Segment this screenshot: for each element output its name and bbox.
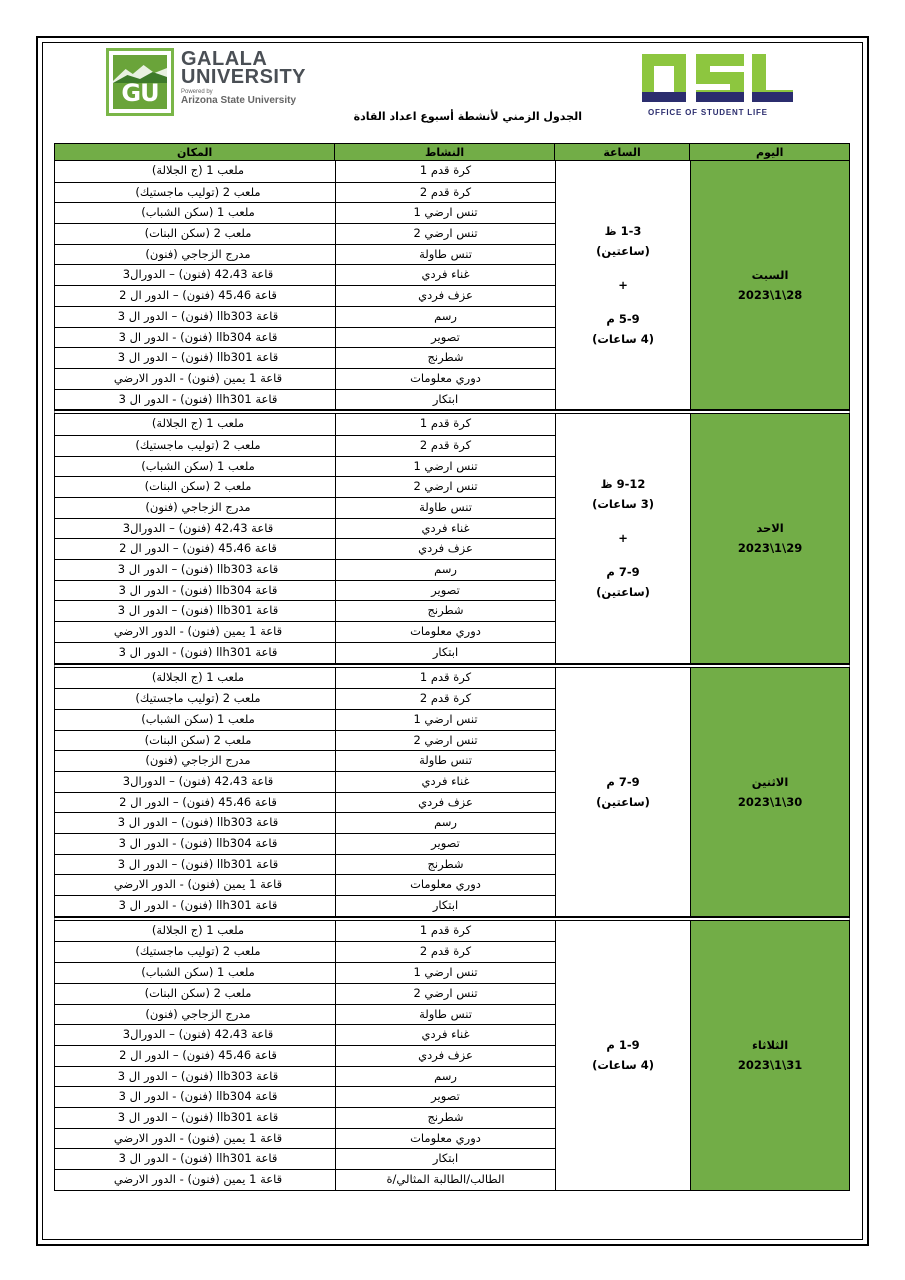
table-row [55,161,555,182]
activity-cell: تنس طاولة [335,751,555,771]
time-line: 1-9 م [606,1038,640,1053]
place-cell: ملعب 1 (سكن الشباب) [141,711,255,726]
activity-cell: كرة قدم 2 [335,183,555,203]
table-row [55,688,555,709]
table-row [55,389,555,410]
activity-cell: كرة قدم 1 [335,921,555,942]
place-cell: قاعة llb301 (فنون) – الدور ال 3 [117,350,279,365]
time-line: (ساعتين) [596,244,650,259]
place-cell: قاعة 1 يمين (فنون) - الدور الارضي [113,877,283,892]
table-row [55,435,555,456]
day-date: 2023\1\31 [737,1058,803,1073]
day-date: 2023\1\29 [737,541,803,556]
table-row [55,1107,555,1128]
activity-cell: عزف فردي [335,793,555,813]
activity-cell: عزف فردي [335,539,555,559]
place-cell: ملعب 1 (سكن الشباب) [141,205,255,220]
time-line: (4 ساعات) [592,332,654,347]
place-cell: ملعب 1 (ج الجلالة) [151,922,245,937]
day-name: الاثنين [751,774,789,789]
time-line: 5-9 م [606,312,640,327]
table-row [55,792,555,813]
place-cell: ملعب 1 (سكن الشباب) [141,458,255,473]
table-row [55,600,555,621]
day-block [54,917,850,1191]
header-activity: النشاط [334,144,553,160]
activity-cell: عزف فردي [335,1046,555,1066]
time-line: (3 ساعات) [592,497,654,512]
time-line: 1-3 ظ [604,224,642,239]
activity-cell: تنس ارضي 1 [335,203,555,223]
place-cell: قاعة 45،46 (فنون) – الدور ال 2 [119,541,277,556]
activity-cell: تنس ارضي 2 [335,731,555,751]
table-row [55,559,555,580]
table-row [55,1128,555,1149]
time-line: 7-9 م [606,774,640,789]
activity-cell: كرة قدم 2 [335,436,555,456]
activity-cell: غناء فردي [335,265,555,285]
table-row [55,983,555,1004]
galala-powered-by: Powered by [181,89,213,95]
activity-cell: ابتكار [335,896,555,916]
place-cell: قاعة llb304 (فنون) - الدور ال 3 [118,329,278,344]
table-header [54,143,850,161]
table-row [55,202,555,223]
activity-cell: تنس ارضي 1 [335,457,555,477]
table-row [55,327,555,348]
activity-cell: كرة قدم 2 [335,942,555,962]
galala-name-line2: UNIVERSITY [181,66,307,88]
activity-cell: غناء فردي [335,519,555,539]
time-line: 7-9 م [606,565,640,580]
activity-cell: شطرنج [335,601,555,621]
table-row [55,518,555,539]
place-cell: قاعة 45،46 (فنون) – الدور ال 2 [119,794,277,809]
place-cell: ملعب 1 (سكن الشباب) [141,965,255,980]
activity-cell: تنس ارضي 2 [335,224,555,244]
table-row [55,182,555,203]
table-row [55,941,555,962]
table-row [55,895,555,916]
day-name: الاحد [756,521,784,536]
activity-cell: ابتكار [335,1149,555,1169]
place-cell: مدرج الزجاجي (فنون) [145,500,251,514]
place-cell: ملعب 2 (توليب ماجستيك) [135,944,261,959]
time-line: 9-12 ظ [600,477,646,492]
activity-cell: كرة قدم 1 [335,668,555,689]
table-row [55,709,555,730]
time-cell [555,414,690,662]
day-cell [690,161,849,409]
table-row [55,1066,555,1087]
activity-cell: تصوير [335,834,555,854]
place-cell: قاعة 42،43 (فنون) – الدورال3 [122,1027,274,1042]
place-cell: قاعة 45،46 (فنون) – الدور ال 2 [119,288,277,303]
place-cell: ملعب 2 (سكن البنات) [144,985,252,1000]
place-cell: قاعة llb304 (فنون) - الدور ال 3 [118,582,278,597]
place-cell: قاعة llb303 (فنون) – الدور ال 3 [117,308,279,323]
osl-logo-icon [640,52,795,104]
place-cell: مدرج الزجاجي (فنون) [145,753,251,768]
time-cell [555,161,690,409]
time-cell [555,921,690,1190]
table-row [55,497,555,518]
activity-cell: تنس طاولة [335,245,555,265]
time-plus-sign: + [618,531,628,546]
time-line: (4 ساعات) [592,1058,654,1073]
activity-cell: غناء فردي [335,772,555,792]
place-cell: قاعة llh301 (فنون) - الدور ال 3 [118,644,278,659]
day-cell [690,414,849,662]
day-date: 2023\1\30 [737,794,803,809]
activity-rows [55,921,555,1190]
document-title: الجدول الزمني لأنشطة أسبوع اعداد القادة [353,110,582,123]
galala-logo-letters: GU [121,79,159,107]
table-row [55,962,555,983]
place-cell: قاعة llb301 (فنون) – الدور ال 3 [117,1109,279,1124]
table-row [55,730,555,751]
table-row [55,921,555,942]
schedule-table [54,143,850,1191]
activity-cell: ابتكار [335,643,555,663]
activity-cell: شطرنج [335,855,555,875]
activity-rows [55,414,555,662]
table-row [55,874,555,895]
day-cell [690,921,849,1190]
table-row [55,812,555,833]
activity-cell: رسم [335,813,555,833]
place-cell: قاعة 42،43 (فنون) – الدورال3 [122,520,274,535]
day-date: 2023\1\28 [737,288,803,303]
activity-cell: شطرنج [335,1108,555,1128]
place-cell: ملعب 2 (سكن البنات) [144,479,252,494]
table-row [55,621,555,642]
table-row [55,854,555,875]
activity-cell: رسم [335,307,555,327]
table-row [55,223,555,244]
place-cell: ملعب 1 (ج الجلالة) [151,416,245,431]
table-row [55,1045,555,1066]
table-row [55,580,555,601]
activity-rows [55,161,555,409]
time-line: (ساعتين) [596,585,650,600]
place-cell: قاعة llb303 (فنون) – الدور ال 3 [117,562,279,577]
activity-cell: دوري معلومات [335,1129,555,1149]
day-block [54,410,850,663]
activity-cell: تصوير [335,328,555,348]
place-cell: ملعب 1 (ج الجلالة) [151,163,245,177]
activity-rows [55,668,555,916]
activity-cell: غناء فردي [335,1025,555,1045]
day-block [54,664,850,917]
place-cell: قاعة llh301 (فنون) - الدور ال 3 [118,391,278,406]
day-name: السبت [751,268,789,283]
table-row [55,456,555,477]
table-row [55,668,555,689]
table-row [55,538,555,559]
place-cell: قاعة llb304 (فنون) - الدور ال 3 [118,836,278,850]
activity-cell: تنس ارضي 2 [335,984,555,1004]
place-cell: قاعة 1 يمين (فنون) - الدور الارضي [113,1172,283,1186]
activity-cell: دوري معلومات [335,622,555,642]
place-cell: ملعب 2 (توليب ماجستيك) [135,437,261,452]
place-cell: قاعة llh301 (فنون) - الدور ال 3 [118,1151,278,1166]
place-cell: مدرج الزجاجي (فنون) [145,246,251,261]
header-place: المكان [177,146,213,159]
activity-cell: تنس طاولة [335,1005,555,1025]
place-cell: قاعة llb303 (فنون) – الدور ال 3 [117,1068,279,1083]
place-cell: ملعب 2 (توليب ماجستيك) [135,184,261,199]
table-row [55,264,555,285]
place-cell: قاعة llh301 (فنون) - الدور ال 3 [118,898,278,913]
table-row [55,1169,555,1190]
day-block [54,161,850,410]
osl-subtitle: OFFICE OF STUDENT LIFE [648,108,768,117]
place-cell: ملعب 1 (ج الجلالة) [151,669,245,684]
place-cell: ملعب 2 (سكن البنات) [144,226,252,241]
place-cell: قاعة llb301 (فنون) – الدور ال 3 [117,603,279,618]
place-cell: قاعة llb301 (فنون) – الدور ال 3 [117,856,279,871]
time-cell [555,668,690,916]
activity-cell: الطالب/الطالبة المثالي/ة [335,1170,555,1190]
table-row [55,1004,555,1025]
table-row [55,285,555,306]
day-cell [690,668,849,916]
activity-cell: تنس ارضي 1 [335,963,555,983]
table-row [55,347,555,368]
activity-cell: تنس طاولة [335,498,555,518]
activity-cell: تصوير [335,581,555,601]
table-row [55,1086,555,1107]
activity-cell: كرة قدم 2 [335,689,555,709]
time-plus-sign: + [618,278,628,293]
table-row [55,642,555,663]
activity-cell: رسم [335,1067,555,1087]
activity-cell: دوري معلومات [335,369,555,389]
table-row [55,1148,555,1169]
activity-cell: تنس ارضي 1 [335,710,555,730]
galala-partner: Arizona State University [181,95,297,106]
header-time: الساعة [554,144,690,160]
table-row [55,771,555,792]
place-cell: مدرج الزجاجي (فنون) [145,1006,251,1021]
header-day: اليوم [689,144,849,160]
activity-cell: كرة قدم 1 [335,414,555,435]
place-cell: قاعة 1 يمين (فنون) - الدور الارضي [113,624,283,639]
place-cell: قاعة 1 يمين (فنون) - الدور الارضي [113,1130,283,1145]
table-row [55,750,555,771]
place-cell: قاعة 1 يمين (فنون) - الدور الارضي [113,370,283,385]
activity-cell: كرة قدم 1 [335,161,555,182]
time-line: (ساعتين) [596,794,650,809]
table-row [55,1024,555,1045]
activity-cell: دوري معلومات [335,875,555,895]
table-row [55,306,555,327]
table-row [55,476,555,497]
galala-logo-icon [106,48,174,116]
activity-cell: شطرنج [335,348,555,368]
activity-cell: ابتكار [335,390,555,410]
day-name: الثلاثاء [751,1038,789,1053]
activity-cell: تصوير [335,1087,555,1107]
place-cell: قاعة 45،46 (فنون) – الدور ال 2 [119,1047,277,1062]
activity-cell: تنس ارضي 2 [335,477,555,497]
galala-name-line1: GALALA [181,48,268,70]
place-cell: ملعب 2 (توليب ماجستيك) [135,691,261,706]
activity-cell: رسم [335,560,555,580]
place-cell: قاعة 42،43 (فنون) – الدورال3 [122,773,274,788]
table-row [55,244,555,265]
place-cell: قاعة llb304 (فنون) - الدور ال 3 [118,1089,278,1104]
activity-cell: عزف فردي [335,286,555,306]
place-cell: قاعة 42،43 (فنون) – الدورال3 [122,267,274,282]
table-row [55,833,555,854]
table-row [55,368,555,389]
place-cell: قاعة llb303 (فنون) – الدور ال 3 [117,815,279,830]
place-cell: ملعب 2 (سكن البنات) [144,732,252,747]
galala-wordmark [181,50,306,106]
table-row [55,414,555,435]
